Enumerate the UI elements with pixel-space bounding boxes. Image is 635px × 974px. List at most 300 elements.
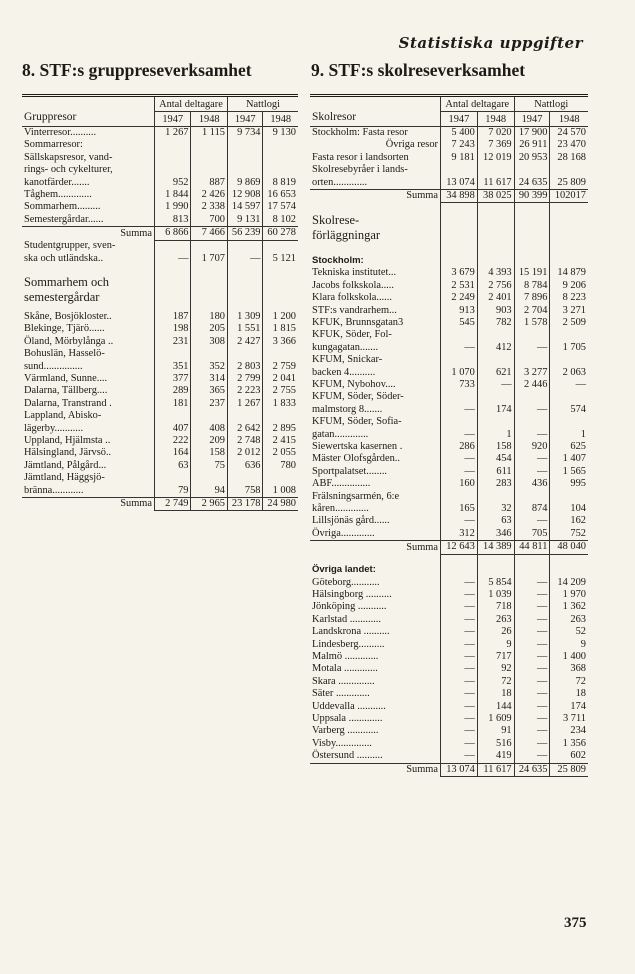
table-row xyxy=(310,329,588,341)
cell-value: 38 025 xyxy=(477,190,514,203)
cell-value: 14 879 xyxy=(550,267,588,279)
cell-value: 6 866 xyxy=(155,227,191,240)
cell-value: — xyxy=(441,639,478,651)
cell-value: — xyxy=(514,453,550,465)
table-row xyxy=(310,589,588,601)
cell-value: — xyxy=(514,515,550,527)
cell-value xyxy=(227,139,263,151)
cell-value: 8 223 xyxy=(550,292,588,304)
cell-value: 9 734 xyxy=(227,127,263,140)
row-label: Semestergårdar...... xyxy=(24,213,104,225)
cell-value: 874 xyxy=(514,503,550,515)
cell-value: 2 756 xyxy=(477,280,514,292)
cell-value: 75 xyxy=(191,460,227,472)
row-label: kungagatan....... xyxy=(312,341,379,353)
row-label: ska och utländska.. xyxy=(24,252,104,264)
table-row xyxy=(310,429,588,441)
cell-value: — xyxy=(441,750,478,763)
row-label: Dalarna, Tällberg.... xyxy=(24,385,108,397)
summary-row xyxy=(310,190,588,203)
cell-value xyxy=(263,152,298,164)
row-label: STF:s vandrarhem... xyxy=(312,304,397,316)
table-row xyxy=(310,676,588,688)
cell-value: 813 xyxy=(155,214,191,227)
table-row xyxy=(22,336,298,348)
cell-value: 90 399 xyxy=(514,190,550,203)
table-row xyxy=(22,435,298,447)
table-row xyxy=(310,601,588,613)
table-row xyxy=(310,416,588,428)
row-label: Göteborg........... xyxy=(312,576,380,588)
subheading-other-regions: Övriga landet: xyxy=(312,564,376,576)
cell-value: 3 271 xyxy=(550,305,588,317)
cell-value: — xyxy=(155,253,191,265)
row-label: Övriga............. xyxy=(312,527,375,539)
cell-value: — xyxy=(441,651,478,663)
cell-value: 1 578 xyxy=(514,317,550,329)
cell-value: 2 965 xyxy=(191,498,227,511)
row-label: KFUM, Söder, Söder- xyxy=(312,391,404,403)
table-row xyxy=(22,164,298,176)
cell-value: 1 070 xyxy=(441,367,478,379)
cell-value xyxy=(155,472,191,484)
cell-value: 237 xyxy=(191,398,227,410)
cell-value: 1 844 xyxy=(155,189,191,201)
cell-value: 2 427 xyxy=(227,336,263,348)
table-row xyxy=(310,317,588,329)
cell-value: 63 xyxy=(477,515,514,527)
table-row xyxy=(310,738,588,750)
col-group-overnight: Nattlogi xyxy=(514,96,588,112)
cell-value: — xyxy=(514,738,550,750)
cell-value: — xyxy=(441,404,478,416)
year-header: 1947 xyxy=(441,112,478,127)
cell-value xyxy=(263,164,298,176)
cell-value: 92 xyxy=(477,663,514,675)
cell-value: 9 xyxy=(477,639,514,651)
cell-value: 7 020 xyxy=(477,127,514,140)
row-label: Lappland, Abisko- xyxy=(24,410,102,422)
row-label: Jönköping ........... xyxy=(312,601,387,613)
row-label: Skolresebyråer i lands- xyxy=(312,164,408,176)
cell-value xyxy=(263,410,298,422)
cell-value: 1 008 xyxy=(263,485,298,498)
row-label: Sportpalatset........ xyxy=(312,465,388,477)
cell-value: 3 277 xyxy=(514,367,550,379)
cell-value: 312 xyxy=(441,528,478,541)
row-label: KFUM, Söder, Sofia- xyxy=(312,416,402,428)
cell-value xyxy=(191,152,227,164)
cell-value: — xyxy=(514,601,550,613)
cell-value: 2 401 xyxy=(477,292,514,304)
cell-value: 9 xyxy=(550,639,588,651)
col-group-overnight: Nattlogi xyxy=(227,96,298,112)
cell-value: 368 xyxy=(550,663,588,675)
cell-value xyxy=(477,354,514,366)
table-row xyxy=(310,503,588,515)
cell-value: — xyxy=(514,342,550,354)
cell-value: 2 446 xyxy=(514,379,550,391)
row-header: Skolresor xyxy=(310,96,441,127)
cell-value: 14 597 xyxy=(227,201,263,213)
cell-value: 1 309 xyxy=(227,311,263,323)
cell-value: — xyxy=(514,577,550,589)
cell-value: 14 389 xyxy=(477,541,514,554)
year-header: 1948 xyxy=(477,112,514,127)
cell-value xyxy=(477,329,514,341)
cell-value: 9 206 xyxy=(550,280,588,292)
table-row xyxy=(22,460,298,472)
cell-value xyxy=(155,348,191,360)
cell-value: 1 815 xyxy=(263,323,298,335)
cell-value xyxy=(477,416,514,428)
cell-value: 2 063 xyxy=(550,367,588,379)
cell-value xyxy=(263,139,298,151)
cell-value: 611 xyxy=(477,466,514,478)
cell-value: 52 xyxy=(550,626,588,638)
cell-value: — xyxy=(514,429,550,441)
cell-value: 263 xyxy=(477,614,514,626)
cell-value: 516 xyxy=(477,738,514,750)
summary-row xyxy=(22,498,298,511)
cell-value xyxy=(477,491,514,503)
row-label: Sällskapsresor, vand- xyxy=(24,151,113,163)
table-row xyxy=(310,651,588,663)
cell-value: 2 748 xyxy=(227,435,263,447)
cell-value: 18 xyxy=(550,688,588,700)
row-header: Gruppresor xyxy=(22,96,155,127)
cell-value xyxy=(514,354,550,366)
row-label: ABF............... xyxy=(312,478,371,490)
row-label: Värmland, Sunne.... xyxy=(24,373,108,384)
cell-value: 700 xyxy=(191,214,227,227)
section-heading: Skolrese- förläggningar xyxy=(312,212,381,242)
row-label: Summa xyxy=(406,541,438,553)
table-row xyxy=(310,267,588,279)
cell-value: 44 811 xyxy=(514,541,550,554)
cell-value: 24 635 xyxy=(514,763,550,776)
cell-value: — xyxy=(514,688,550,700)
cell-value: 1 407 xyxy=(550,453,588,465)
table-row xyxy=(310,177,588,190)
table-row xyxy=(310,139,588,151)
cell-value: 7 243 xyxy=(441,139,478,151)
cell-value xyxy=(263,240,298,252)
cell-value: — xyxy=(514,750,550,763)
row-label: Jämtland, Häggsjö- xyxy=(24,472,105,484)
cell-value: 17 900 xyxy=(514,127,550,140)
cell-value: — xyxy=(441,342,478,354)
cell-value: 2 531 xyxy=(441,280,478,292)
cell-value: 289 xyxy=(155,385,191,397)
table-row xyxy=(22,189,298,201)
cell-value: 222 xyxy=(155,435,191,447)
cell-value: 158 xyxy=(477,441,514,453)
table-row xyxy=(310,152,588,164)
cell-value xyxy=(550,329,588,341)
cell-value: 144 xyxy=(477,701,514,713)
table-row xyxy=(310,280,588,292)
cell-value xyxy=(191,410,227,422)
cell-value: 314 xyxy=(191,373,227,385)
cell-value: 14 209 xyxy=(550,577,588,589)
table-row xyxy=(22,361,298,373)
row-label: Landskrona .......... xyxy=(312,626,390,638)
row-label: Dalarna, Transtrand . xyxy=(24,397,112,409)
cell-value: 1 xyxy=(477,429,514,441)
cell-value: 231 xyxy=(155,336,191,348)
row-label: Skara .............. xyxy=(312,675,375,687)
cell-value xyxy=(155,410,191,422)
cell-value: 12 643 xyxy=(441,541,478,554)
cell-value: 7 369 xyxy=(477,139,514,151)
cell-value: 3 679 xyxy=(441,267,478,279)
cell-value: 3 711 xyxy=(550,713,588,725)
cell-value: 26 xyxy=(477,626,514,638)
table-row xyxy=(310,725,588,737)
table-row xyxy=(22,152,298,164)
cell-value: 636 xyxy=(227,460,263,472)
cell-value: 733 xyxy=(441,379,478,391)
table-row xyxy=(22,311,298,323)
row-label: sund............... xyxy=(24,360,83,372)
cell-value: 2 642 xyxy=(227,423,263,435)
cell-value xyxy=(514,416,550,428)
school-travel-table xyxy=(310,94,588,777)
cell-value: 79 xyxy=(155,485,191,498)
cell-value: 160 xyxy=(441,478,478,490)
table-row xyxy=(22,323,298,335)
cell-value xyxy=(191,472,227,484)
section-heading: Sommarhem och semestergårdar xyxy=(24,274,110,304)
subheading-stockholm: Stockholm: xyxy=(312,254,364,266)
cell-value: 283 xyxy=(477,478,514,490)
cell-value xyxy=(155,240,191,252)
cell-value: 18 xyxy=(477,688,514,700)
table-row xyxy=(22,472,298,484)
row-label: Hälsingborg .......... xyxy=(312,589,392,600)
cell-value: 1 990 xyxy=(155,201,191,213)
row-label: Mäster Olofsgården.. xyxy=(312,453,401,465)
year-header: 1947 xyxy=(227,112,263,127)
table-row xyxy=(310,404,588,416)
summary-row xyxy=(22,227,298,240)
row-label: Tekniska institutet... xyxy=(312,267,397,279)
table-row xyxy=(310,466,588,478)
cell-value: — xyxy=(514,651,550,663)
cell-value: 209 xyxy=(191,435,227,447)
cell-value: 1 609 xyxy=(477,713,514,725)
cell-value: 1 267 xyxy=(155,127,191,140)
cell-value: — xyxy=(514,614,550,626)
cell-value: 8 102 xyxy=(263,214,298,227)
cell-value xyxy=(227,410,263,422)
row-label: Östersund .......... xyxy=(312,750,383,762)
cell-value: 1 970 xyxy=(550,589,588,601)
cell-value: 718 xyxy=(477,601,514,613)
cell-value: 2 803 xyxy=(227,361,263,373)
row-label: Uppland, Hjälmsta .. xyxy=(24,435,111,447)
row-label: Tåghem............. xyxy=(24,189,92,201)
cell-value: 782 xyxy=(477,317,514,329)
table-row xyxy=(310,713,588,725)
cell-value: 198 xyxy=(155,323,191,335)
cell-value: 164 xyxy=(155,447,191,459)
cell-value: — xyxy=(441,676,478,688)
row-label: Malmö ............. xyxy=(312,651,379,663)
cell-value xyxy=(227,472,263,484)
cell-value: 24 980 xyxy=(263,498,298,511)
cell-value: 2 041 xyxy=(263,373,298,385)
table-row xyxy=(22,253,298,265)
row-label: Visby.............. xyxy=(312,737,372,749)
cell-value: — xyxy=(441,515,478,527)
cell-value: 23 178 xyxy=(227,498,263,511)
cell-value: 621 xyxy=(477,367,514,379)
cell-value: 1 833 xyxy=(263,398,298,410)
cell-value: 351 xyxy=(155,361,191,373)
cell-value: — xyxy=(441,577,478,589)
table-row xyxy=(310,663,588,675)
cell-value: 780 xyxy=(263,460,298,472)
cell-value: 346 xyxy=(477,528,514,541)
cell-value: 205 xyxy=(191,323,227,335)
table-row xyxy=(310,354,588,366)
row-label: Fasta resor i landsorten xyxy=(312,151,409,163)
cell-value xyxy=(477,391,514,403)
cell-value: 1 565 xyxy=(550,466,588,478)
row-label: Klara folkskola...... xyxy=(312,292,392,304)
cell-value xyxy=(227,348,263,360)
row-label: malmstorg 8....... xyxy=(312,403,383,415)
year-header: 1948 xyxy=(263,112,298,127)
table-row xyxy=(22,447,298,459)
table-row xyxy=(310,491,588,503)
table-row xyxy=(310,127,588,140)
table-row xyxy=(310,342,588,354)
table-row xyxy=(22,139,298,151)
row-label: Hälsingland, Järvsö.. xyxy=(24,447,112,459)
table-row xyxy=(22,240,298,252)
cell-value: 11 617 xyxy=(477,763,514,776)
cell-value: 102017 xyxy=(550,190,588,203)
table-row xyxy=(310,577,588,589)
table-row xyxy=(310,750,588,763)
cell-value: 408 xyxy=(191,423,227,435)
cell-value: 9 131 xyxy=(227,214,263,227)
cell-value: 63 xyxy=(155,460,191,472)
cell-value: 9 869 xyxy=(227,177,263,189)
cell-value: 419 xyxy=(477,750,514,763)
row-label: Summa xyxy=(406,763,438,775)
section-8-title: 8. STF:s gruppreseverksamhet xyxy=(22,60,252,80)
row-label: KFUK, Brunnsgatan3 xyxy=(312,316,404,328)
row-label: Sommarhem......... xyxy=(24,201,101,213)
cell-value: 12 908 xyxy=(227,189,263,201)
cell-value: 2 759 xyxy=(263,361,298,373)
cell-value: 1 400 xyxy=(550,651,588,663)
cell-value: 174 xyxy=(550,701,588,713)
cell-value: 12 019 xyxy=(477,152,514,164)
row-label: lägerby........... xyxy=(24,422,84,434)
page-header: Statistiska uppgifter xyxy=(398,34,583,52)
cell-value: 2 426 xyxy=(191,189,227,201)
cell-value: 286 xyxy=(441,441,478,453)
cell-value: 25 809 xyxy=(550,763,588,776)
cell-value: — xyxy=(441,688,478,700)
cell-value: 1 707 xyxy=(191,253,227,265)
row-label: Skåne, Bosjökloster.. xyxy=(24,310,112,322)
cell-value: 72 xyxy=(477,676,514,688)
cell-value xyxy=(227,152,263,164)
page-number: 375 xyxy=(564,915,587,931)
cell-value: 625 xyxy=(550,441,588,453)
row-label: Summa xyxy=(120,227,152,239)
cell-value: — xyxy=(514,701,550,713)
cell-value xyxy=(441,491,478,503)
table-row xyxy=(310,626,588,638)
table-row xyxy=(310,528,588,541)
cell-value: — xyxy=(441,466,478,478)
cell-value: — xyxy=(441,626,478,638)
cell-value xyxy=(263,472,298,484)
table-row xyxy=(22,127,298,140)
cell-value: — xyxy=(441,429,478,441)
table-row xyxy=(22,410,298,422)
table-row xyxy=(310,367,588,379)
table-row xyxy=(310,164,588,176)
cell-value: 2 895 xyxy=(263,423,298,435)
cell-value: 2 249 xyxy=(441,292,478,304)
cell-value: — xyxy=(441,589,478,601)
cell-value: 5 400 xyxy=(441,127,478,140)
cell-value: — xyxy=(441,663,478,675)
cell-value xyxy=(514,491,550,503)
cell-value: 3 366 xyxy=(263,336,298,348)
cell-value xyxy=(191,164,227,176)
cell-value: — xyxy=(514,639,550,651)
cell-value xyxy=(155,139,191,151)
row-label: Övriga resor xyxy=(385,139,438,151)
cell-value: 705 xyxy=(514,528,550,541)
cell-value: 2 338 xyxy=(191,201,227,213)
cell-value xyxy=(550,391,588,403)
cell-value: 72 xyxy=(550,676,588,688)
row-label: Summa xyxy=(406,190,438,202)
cell-value: 1 xyxy=(550,429,588,441)
cell-value: 11 617 xyxy=(477,177,514,190)
table-row xyxy=(310,639,588,651)
cell-value: 13 074 xyxy=(441,763,478,776)
table-row xyxy=(310,379,588,391)
cell-value: 9 181 xyxy=(441,152,478,164)
cell-value: 1 705 xyxy=(550,342,588,354)
col-group-participants: Antal deltagare xyxy=(441,96,515,112)
row-label: Blekinge, Tjärö...... xyxy=(24,323,105,335)
cell-value: 377 xyxy=(155,373,191,385)
cell-value: 180 xyxy=(191,311,227,323)
cell-value: — xyxy=(514,725,550,737)
cell-value xyxy=(441,164,478,176)
cell-value: 26 911 xyxy=(514,139,550,151)
table-row xyxy=(310,391,588,403)
row-label: bränna............ xyxy=(24,484,84,496)
row-label: Jacobs folkskola..... xyxy=(312,279,394,291)
cell-value: — xyxy=(514,663,550,675)
cell-value: 2 749 xyxy=(155,498,191,511)
cell-value: 104 xyxy=(550,503,588,515)
year-header: 1947 xyxy=(155,112,191,127)
